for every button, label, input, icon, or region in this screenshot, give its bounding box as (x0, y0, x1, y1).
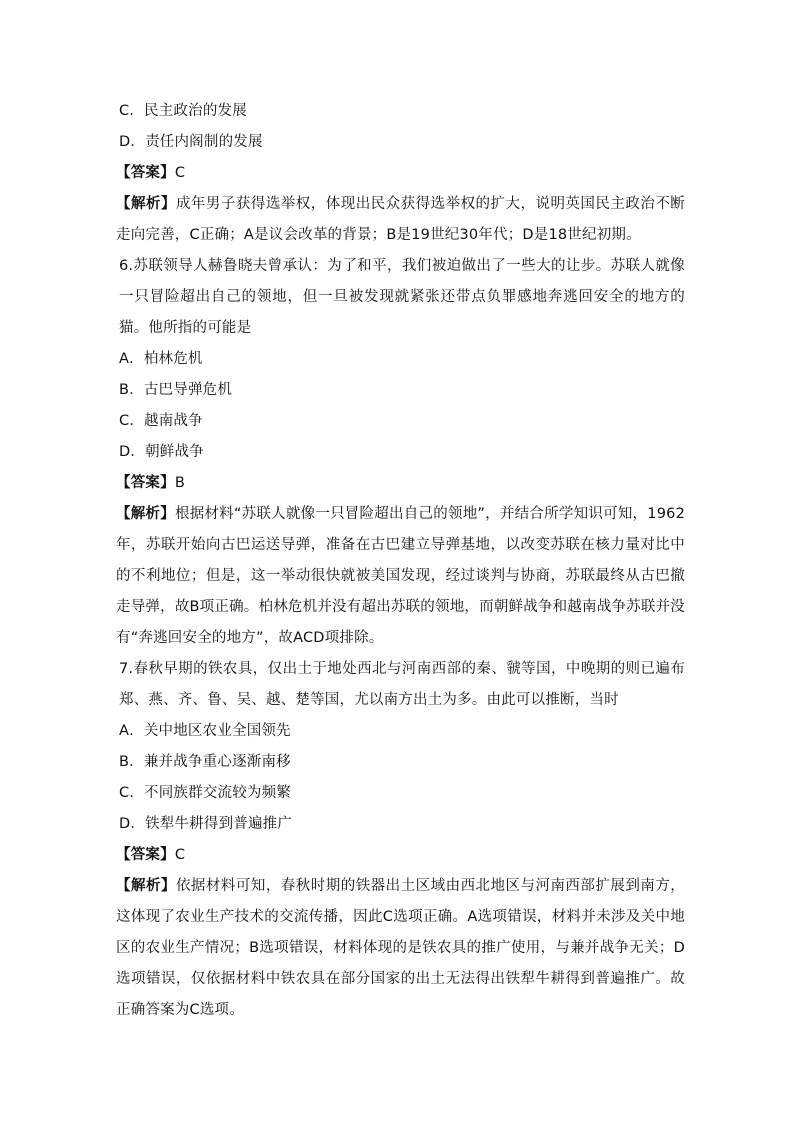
q7-option-c: C．不同族群交流较为频繁 (119, 785, 292, 801)
q5-analysis (116, 189, 685, 251)
q6-analysis (116, 499, 685, 654)
q6-option-a: A．柏林危机 (119, 351, 203, 367)
q7-answer (116, 840, 685, 871)
answer-value: C (174, 165, 186, 181)
q7-question: 7.春秋早期的铁农具，仅出土于地处西北与河南西部的秦、虢等国，中晚期的则已遍布郑、燕、齐、鲁、吴、越、楚等国，尤以南方出土为多。由此可以推断，当时 (119, 661, 685, 708)
analysis-tag: 【解析】 (116, 506, 175, 522)
q6-option-d: D．朝鲜战争 (119, 444, 204, 460)
document-page (116, 96, 686, 1026)
q7-option-d: D．铁犁牛耕得到普遍推广 (119, 816, 293, 832)
analysis-text: 成年男子获得选举权，体现出民众获得选举权的扩大，说明英国民主政治不断走向完善，C正确；A是议会改革的背景；B是19世纪30年代；D是18世纪初期。 (116, 196, 686, 243)
analysis-tag: 【解析】 (116, 878, 176, 894)
analysis-text: 依据材料可知，春秋时期的铁器出土区域由西北地区与河南西部扩展到南方，这体现了农业生产技术的交流传播，因此C选项正确。A选项错误，材料并未涉及关中地区的农业生产情况；B选项错误，材料体现的是铁农具的推广使用，与兼并战争无关；D选项错误，仅依据材料中铁农具在部分国家的出土无法得出铁犁牛耕得到普遍推广。故正确答案为C选项。 (116, 878, 686, 1018)
analysis-tag: 【解析】 (116, 196, 176, 212)
q7-analysis (116, 871, 685, 1026)
q6-question: 6.苏联领导人赫鲁晓夫曾承认：为了和平，我们被迫做出了一些大的让步。苏联人就像一只冒险超出自己的领地，但一旦被发现就紧张还带点负罪感地奔逃回安全的地方的猫。他所指的可能是 (119, 258, 685, 336)
answer-tag: 【答案】 (116, 475, 175, 491)
answer-value: B (174, 475, 185, 491)
answer-tag: 【答案】 (116, 165, 175, 181)
q5-answer (116, 158, 685, 189)
answer-tag: 【答案】 (116, 847, 175, 863)
q6-answer (116, 468, 685, 499)
q5-option-c: C．民主政治的发展 (119, 103, 247, 119)
q5-option-d: D．责任内阁制的发展 (119, 134, 263, 150)
q6-option-c: C．越南战争 (119, 413, 203, 429)
q7-option-a: A．关中地区农业全国领先 (119, 723, 291, 739)
q6-option-b: B．古巴导弹危机 (119, 382, 233, 398)
analysis-text: 根据材料“苏联人就像一只冒险超出自己的领地”，并结合所学知识可知，1962年，苏联开始向古巴运送导弹，准备在古巴建立导弹基地，以改变苏联在核力量对比中的不利地位；但是，这一举动很快就被美国发现，经过谈判与协商，苏联最终从古巴撤走导弹，故B项正确。柏林危机并没有超出苏联的领地，而朝鲜战争和越南战争苏联并没有“奔逃回安全的地方”，故ACD项排除。 (116, 506, 685, 646)
q7-option-b: B．兼并战争重心逐渐南移 (119, 754, 291, 770)
answer-value: C (174, 847, 186, 863)
